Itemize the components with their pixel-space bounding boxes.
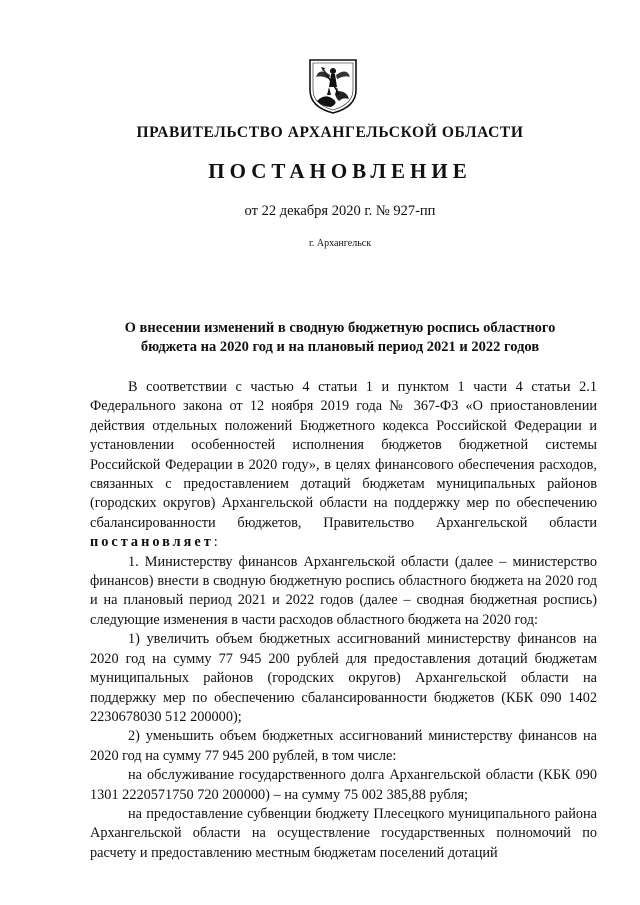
document-type: ПОСТАНОВЛЕНИЕ: [208, 159, 472, 183]
subject-line-1: О внесении изменений в сводную бюджетную роспись областного: [124, 320, 556, 336]
document-city: г. Архангельск: [308, 238, 372, 249]
resolves-word: постановляет: [90, 534, 214, 551]
preamble-paragraph: [90, 378, 597, 553]
resolves-colon: :: [213, 534, 218, 551]
preamble-text: В соответствии с частью 4 статьи 1 и пунктом 1 части 4 статьи 2.1 Федерального закона от 12 ноября 2019 года № 367-ФЗ «О приостановлении действия отдельных положений Бюджетного кодекса Российской Федерации и установлении особенностей исполнения бюджетов бюджетной системы Российской Федерации в 2020 году», в целях финансового обеспечения расходов, связанных с предоставлением дотаций бюджетам муниципальных районов (городских округов) Архангельской области на поддержку мер по обеспечению сбалансированности бюджетов, Правительство Архангельской области: [90, 379, 597, 531]
document-body: [90, 378, 597, 863]
document-date-number: от 22 декабря 2020 г. № 927-пп: [244, 203, 436, 219]
subject-line-2: бюджета на 2020 год и на плановый период 2021 и 2022 годов: [140, 339, 540, 355]
government-title: ПРАВИТЕЛЬСТВО АРХАНГЕЛЬСКОЙ ОБЛАСТИ: [136, 124, 524, 141]
document-subject: [90, 319, 590, 357]
subitem-1-paragraph: 1) увеличить объем бюджетных ассигнований министерству финансов на 2020 год на сумму 77 945 200 рублей для предоставления дотаций бюджетам муниципальных районов (городских округов) Архангельской области на поддержку мер по обеспечению сбалансированности бюджетов (КБК 090 1402 2230678030 512 200000);: [90, 631, 597, 725]
item-1-paragraph: 1. Министерству финансов Архангельской области (далее – министерство финансов) внести в сводную бюджетную роспись областного бюджета на 2020 год и на плановый период 2021 и 2022 годов (далее – сводная бюджетная роспись) следующие изменения в части расходов областного бюджета на 2020 год:: [90, 553, 597, 628]
coat-of-arms-icon: [307, 57, 359, 115]
subitem-2b-paragraph: на предоставление субвенции бюджету Плесецкого муниципального района Архангельской области на осуществление государственных полномочий по расчету и предоставлению местным бюджетам поселений дотаций: [90, 805, 597, 861]
subitem-2a-paragraph: на обслуживание государственного долга Архангельской области (КБК 090 1301 2220571750 720 200000) – на сумму 75 002 385,88 рубля;: [90, 767, 597, 803]
subitem-2-paragraph: 2) уменьшить объем бюджетных ассигнований министерству финансов на 2020 год на сумму 77 945 200 рублей, в том числе:: [90, 728, 597, 764]
